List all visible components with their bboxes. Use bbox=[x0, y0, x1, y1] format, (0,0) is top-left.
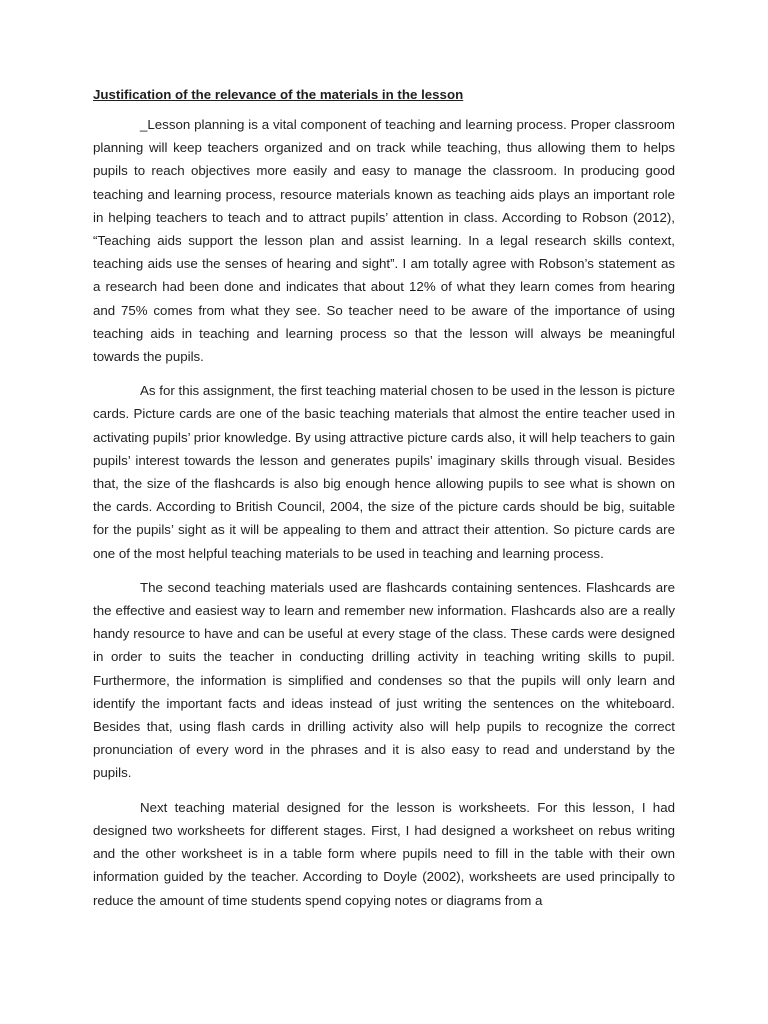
paragraph-flashcards: The second teaching materials used are flashcards containing sentences. Flashcards are the effective and easiest way to learn and remember new information. Flashcards also are a really handy resource to have and can be useful at every stage of the class. These cards were designed in order to suits the teacher in conducting drilling activity in teaching writing skills to pupil. Furthermore, the information is simplified and condenses so that the pupils will only learn and identify the important facts and ideas instead of just writing the sentences on the whiteboard. Besides that, using flash cards in drilling activity also will help pupils to recognize the correct pronunciation of every word in the phrases and it is also easy to read and understand by the pupils. bbox=[93, 579, 675, 781]
paragraph-picture-cards: As for this assignment, the first teaching material chosen to be used in the lesson is picture cards. Picture cards are one of the basic teaching materials that almost the entire teacher used in activating pupils’ prior knowledge. By using attractive picture cards also, it will help teachers to gain pupils’ interest towards the lesson and generates pupils’ imaginary skills through visual. Besides that, the size of the flashcards is also big enough hence allowing pupils to see what is shown on the cards. According to British Council, 2004, the size of the picture cards should be big, suitable for the pupils’ sight as it will be appealing to them and attract their attention. So picture cards are one of the most helpful teaching materials to be used in teaching and learning process. bbox=[93, 383, 675, 561]
document-heading: Justification of the relevance of the materials in the lesson bbox=[93, 87, 464, 102]
document-body bbox=[93, 113, 675, 912]
paragraph-worksheets: Next teaching material designed for the lesson is worksheets. For this lesson, I had designed two worksheets for different stages. First, I had designed a worksheet on rebus writing and the other worksheet is in a table form where pupils need to fill in the table with their own information guided by the teacher. According to Doyle (2002), worksheets are used principally to reduce the amount of time students spend copying notes or diagrams from a bbox=[93, 799, 675, 908]
paragraph-lesson-planning: _Lesson planning is a vital component of teaching and learning process. Proper classroom planning will keep teachers organized and on track while teaching, thus allowing them to helps pupils to reach objectives more easily and easy to manage the classroom. In producing good teaching and learning process, resource materials known as teaching aids plays an important role in helping teachers to teach and to attract pupils’ attention in class. According to Robson (2012), “Teaching aids support the lesson plan and assist learning. In a legal research skills context, teaching aids use the senses of hearing and sight”. I am totally agree with Robson’s statement as a research had been done and indicates that about 12% of what they learn comes from hearing and 75% comes from what they see. So teacher need to be aware of the importance of using teaching aids in teaching and learning process so that the lesson will always be meaningful towards the pupils. bbox=[93, 117, 675, 365]
